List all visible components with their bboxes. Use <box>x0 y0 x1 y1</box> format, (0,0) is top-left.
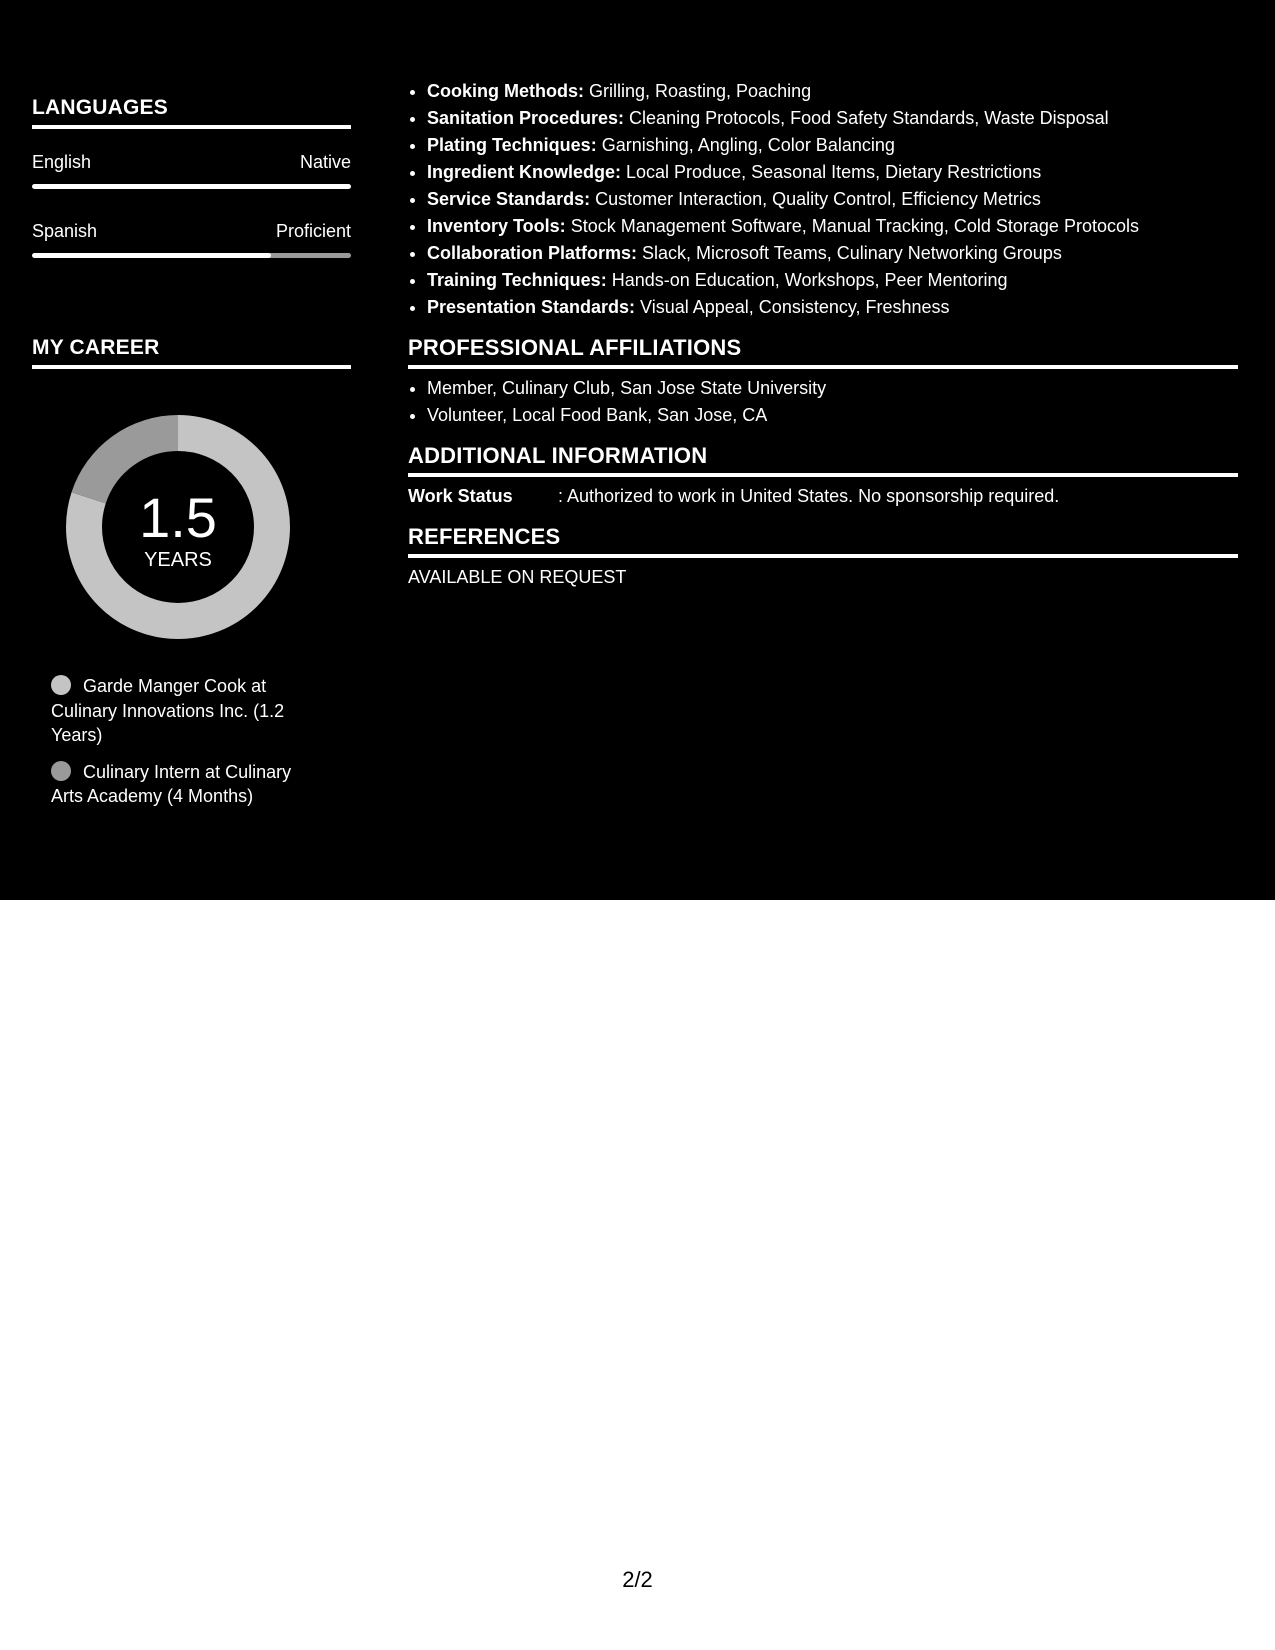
skill-label: Ingredient Knowledge: <box>427 162 622 182</box>
affiliations-title: PROFESSIONAL AFFILIATIONS <box>408 335 1238 369</box>
skill-value: Grilling, Roasting, Poaching <box>583 81 812 101</box>
references-title: REFERENCES <box>408 524 1238 558</box>
language-name: Spanish <box>32 221 98 241</box>
references-text: AVAILABLE ON REQUEST <box>408 567 627 587</box>
career-legend-item <box>51 674 321 748</box>
skills-list <box>408 78 1238 321</box>
language-proficiency-bar <box>32 184 351 189</box>
affiliation-item: • Volunteer, Local Food Bank, San Jose, CA <box>427 402 1238 429</box>
language-level: Native <box>299 152 351 172</box>
right-column <box>408 78 1238 591</box>
skill-item <box>427 78 1238 105</box>
language-name: English <box>32 152 92 172</box>
skill-value: Slack, Microsoft Teams, Culinary Networking Groups <box>637 243 1062 263</box>
skill-value: Cleaning Protocols, Food Safety Standards, Waste Disposal <box>624 108 1109 128</box>
language-proficiency-fill <box>32 253 271 258</box>
work-status-label: Work Status <box>408 486 513 506</box>
skill-label: Inventory Tools: <box>427 216 566 236</box>
skill-value: Customer Interaction, Quality Control, Efficiency Metrics <box>590 189 1041 209</box>
legend-dot-icon <box>51 761 71 781</box>
career-legend-item <box>51 760 321 809</box>
career-entry-label: Culinary Intern at Culinary Arts Academy (4 Months) <box>51 761 292 806</box>
career-total-unit: YEARS <box>144 549 212 571</box>
language-proficiency-bar <box>32 253 351 258</box>
skill-value: Stock Management Software, Manual Tracking, Cold Storage Protocols <box>565 216 1139 236</box>
skill-label: Presentation Standards: <box>427 297 636 317</box>
skill-label: Training Techniques: <box>427 270 607 290</box>
skill-value: Garnishing, Angling, Color Balancing <box>596 135 895 155</box>
skill-label: Collaboration Platforms: <box>427 243 638 263</box>
page-number: 2/2 <box>622 1567 653 1592</box>
skill-item <box>427 159 1238 186</box>
skill-item <box>427 132 1238 159</box>
language-proficiency-fill <box>32 184 351 189</box>
skill-item <box>427 294 1238 321</box>
affiliation-item: • Member, Culinary Club, San Jose State University <box>427 375 1238 402</box>
skill-label: Plating Techniques: <box>427 135 597 155</box>
skill-item <box>427 213 1238 240</box>
language-level: Proficient <box>275 221 351 241</box>
career-entry-label: Garde Manger Cook at Culinary Innovations Inc. (1.2 Years) <box>51 676 285 745</box>
skill-value: Hands-on Education, Workshops, Peer Mentoring <box>606 270 1008 290</box>
additional-info-title: ADDITIONAL INFORMATION <box>408 443 1238 477</box>
skill-item <box>427 267 1238 294</box>
legend-dot-icon <box>51 675 71 695</box>
skill-item <box>427 105 1238 132</box>
languages-title: LANGUAGES <box>32 96 351 129</box>
skill-label: Service Standards: <box>427 189 591 209</box>
work-status-value: : Authorized to work in United States. No sponsorship required. <box>558 486 1060 506</box>
career-legend <box>51 674 321 821</box>
skill-label: Cooking Methods: <box>427 81 584 101</box>
career-title: MY CAREER <box>32 336 351 369</box>
work-status-row <box>408 483 1238 510</box>
skill-value: Local Produce, Seasonal Items, Dietary Restrictions <box>621 162 1042 182</box>
affiliations-list <box>408 375 1238 429</box>
skill-value: Visual Appeal, Consistency, Freshness <box>635 297 950 317</box>
skill-item <box>427 186 1238 213</box>
skill-label: Sanitation Procedures: <box>427 108 625 128</box>
skill-item <box>427 240 1238 267</box>
career-total-value: 1.5 <box>139 486 217 549</box>
